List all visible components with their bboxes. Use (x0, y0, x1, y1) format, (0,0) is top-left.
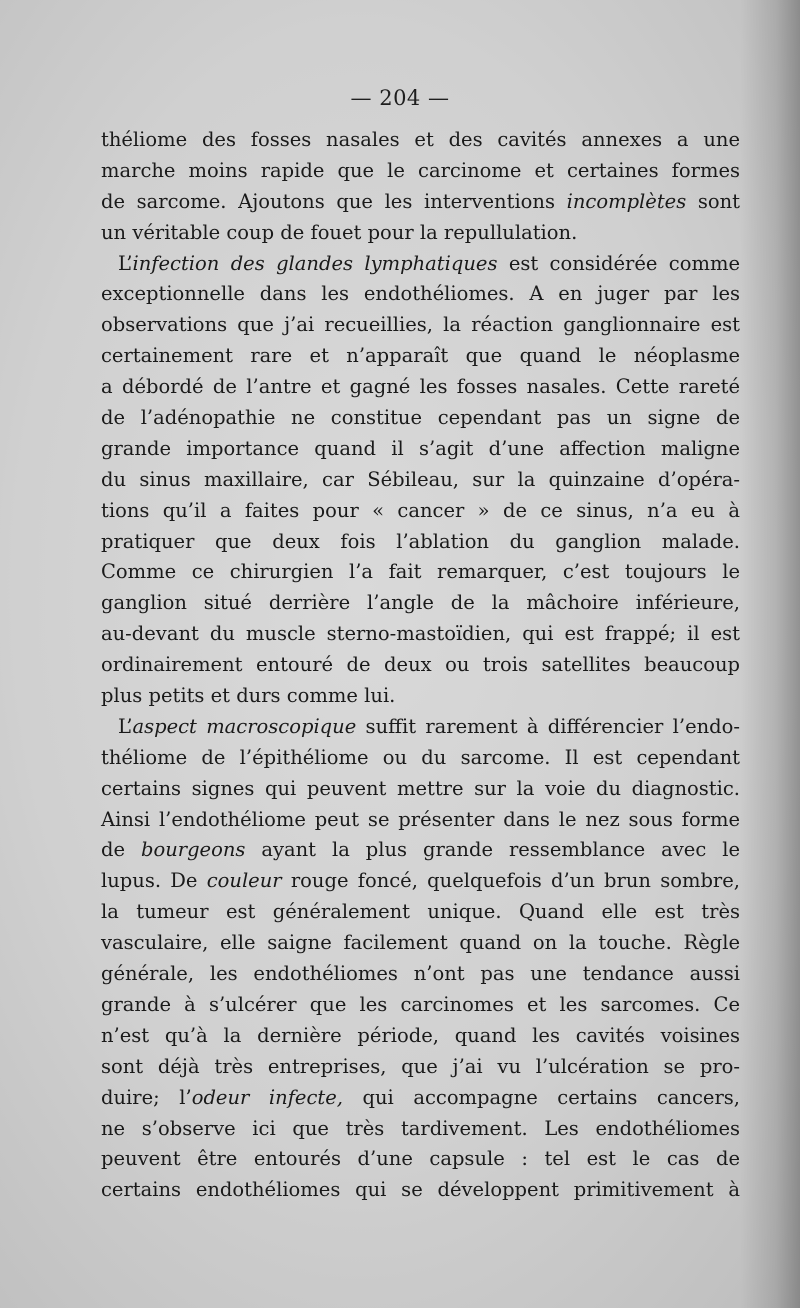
text-line (101, 249, 740, 280)
text-line (101, 372, 740, 403)
italic-text: bourgeons (140, 838, 246, 862)
text-segment: théliome des fosses nasales et des cavités annexes a une (101, 128, 740, 151)
text-segment: de l’adénopathie ne constitue cependant pas un signe de (101, 406, 740, 430)
text-line (101, 619, 740, 650)
italic-text: infection des glandes lymphatiques (132, 251, 498, 275)
text-line (101, 650, 740, 681)
body-text (101, 125, 740, 1206)
text-segment: au-devant du muscle sterno-mastoïdien, qui est frappé; il est (101, 622, 740, 646)
text-line (101, 1083, 740, 1114)
text-segment: de sarcome. Ajoutons que les interventions (101, 189, 567, 213)
text-segment: grande importance quand il s’agit d’une affection maligne (101, 436, 740, 460)
text-segment: pratiquer que deux fois l’ablation du ganglion malade. (101, 529, 740, 553)
text-line (101, 465, 740, 496)
text-segment: sont (686, 189, 740, 213)
page-number: — 204 — (350, 86, 450, 110)
text-segment: rouge foncé, quelquefois d’un brun sombre, (281, 869, 740, 893)
text-line (101, 835, 740, 866)
text-line (101, 743, 740, 774)
text-segment: un véritable coup de fouet pour la repullulation. (101, 220, 578, 244)
text-segment: exceptionnelle dans les endothéliomes. A en juger par les (101, 282, 740, 306)
text-line (101, 403, 740, 434)
text-line (101, 681, 740, 712)
text-line (101, 928, 740, 959)
text-line (101, 187, 740, 218)
text-segment: Ainsi l’endothéliome peut se présenter dans le nez sous forme (101, 807, 740, 831)
text-segment: ne s’observe ici que très tardivement. Les endothéliomes (101, 1116, 740, 1140)
text-segment: générale, les endothéliomes n’ont pas une tendance aussi (101, 962, 740, 986)
text-segment: la tumeur est généralement unique. Quand elle est très (101, 900, 740, 924)
text-segment: grande à s’ulcérer que les carcinomes et les sarcomes. Ce (101, 992, 740, 1016)
text-line (101, 1021, 740, 1052)
text-segment: a débordé de l’antre et gagné les fosses nasales. Cette rareté (101, 375, 740, 399)
text-segment: L’ (118, 714, 133, 738)
text-line (101, 527, 740, 558)
text-segment: qui accompagne certains cancers, (342, 1085, 740, 1109)
text-line (101, 310, 740, 341)
text-segment: tions qu’il a faites pour « cancer » de ce sinus, n’a eu à (101, 498, 740, 522)
text-segment: théliome de l’épithéliome ou du sarcome. Il est cependant (101, 745, 740, 769)
italic-text: couleur (206, 869, 282, 893)
text-line (101, 156, 740, 187)
text-line (101, 1114, 740, 1145)
text-line (101, 557, 740, 588)
italic-text: aspect macroscopique (132, 714, 357, 738)
text-segment: vasculaire, elle saigne facilement quand on la touche. Règle (101, 931, 740, 955)
italic-text: incomplètes (566, 189, 687, 213)
text-line (101, 897, 740, 928)
text-segment: sont déjà très entreprises, que j’ai vu l’ulcération se pro- (101, 1054, 740, 1078)
text-segment: suffit rarement à différencier l’endo- (356, 714, 740, 738)
text-segment: ganglion situé derrière l’angle de la mâchoire inférieure, (101, 591, 740, 615)
text-segment: du sinus maxillaire, car Sébileau, sur la quinzaine d’opéra- (101, 467, 740, 491)
text-line (101, 218, 740, 249)
text-segment: lupus. De (101, 869, 207, 893)
text-segment: est considérée comme (497, 251, 740, 275)
text-line (101, 866, 740, 897)
text-line (101, 125, 740, 156)
text-segment: marche moins rapide que le carcinome et certaines formes (101, 158, 740, 182)
text-segment: certainement rare et n’apparaît que quand le néoplasme (101, 344, 740, 368)
text-segment: duire; l’ (101, 1085, 192, 1109)
text-line (101, 990, 740, 1021)
text-segment: certains endothéliomes qui se développent primitivement à (101, 1178, 740, 1202)
text-segment: n’est qu’à la dernière période, quand les cavités voisines (101, 1023, 740, 1047)
text-segment: peuvent être entourés d’une capsule : tel est le cas de (101, 1147, 740, 1171)
text-line (101, 1175, 740, 1206)
text-segment: observations que j’ai recueillies, la réaction ganglionnaire est (101, 313, 740, 337)
text-line (101, 1144, 740, 1175)
text-line (101, 588, 740, 619)
text-line (101, 712, 740, 743)
text-segment: certains signes qui peuvent mettre sur la voie du diagnostic. (101, 776, 740, 800)
text-segment: ordinairement entouré de deux ou trois satellites beaucoup (101, 653, 740, 677)
italic-text: odeur infecte, (191, 1085, 343, 1109)
text-line (101, 959, 740, 990)
text-segment: plus petits et durs comme lui. (101, 684, 396, 708)
text-segment: L’ (118, 251, 133, 275)
text-line (101, 774, 740, 805)
text-segment: ayant la plus grande ressemblance avec le (245, 838, 740, 862)
text-line (101, 805, 740, 836)
text-segment: Comme ce chirurgien l’a fait remarquer, c’est toujours le (101, 560, 740, 584)
text-line (101, 434, 740, 465)
text-line (101, 279, 740, 310)
text-line (101, 1052, 740, 1083)
text-segment: de (101, 838, 141, 862)
text-line (101, 341, 740, 372)
text-line (101, 496, 740, 527)
